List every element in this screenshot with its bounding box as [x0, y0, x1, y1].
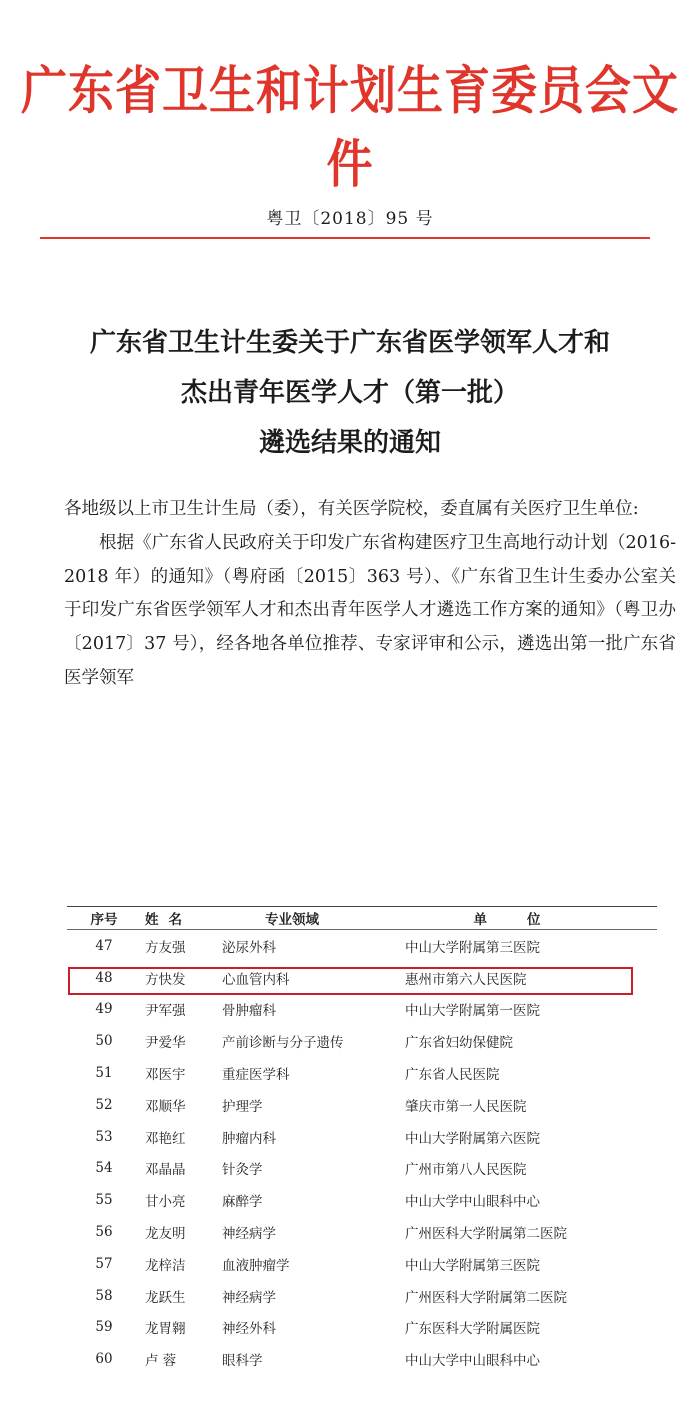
cell-field: 针灸学	[222, 1162, 263, 1179]
cell-seq: 49	[95, 1001, 113, 1018]
cell-name: 邓医宇	[145, 1067, 186, 1084]
cell-seq: 58	[95, 1287, 113, 1304]
cell-unit: 广东省人民医院	[405, 1067, 500, 1084]
table-row	[67, 1153, 657, 1185]
cell-unit: 中山大学附属第六医院	[405, 1130, 540, 1147]
cell-seq: 59	[95, 1319, 113, 1336]
cell-seq: 51	[95, 1065, 113, 1082]
cell-field: 护理学	[222, 1098, 263, 1115]
cell-field: 肿瘤内科	[222, 1130, 276, 1147]
cell-field: 麻醉学	[222, 1194, 263, 1211]
cell-name: 龙胃翱	[145, 1321, 186, 1338]
table-row	[67, 994, 657, 1026]
main-paragraph: 根据《广东省人民政府关于印发广东省构建医疗卫生高地行动计划（2016-2018 年）的通知》（粤府函〔2015〕363 号）、《广东省卫生计生委办公室关于印发广东省医学领军人才和杰出青年医学人才遴选工作方案的通知》（粤卫办〔2017〕37 号），经各地各单位推荐、专家评审和公示，遴选出第一批广东省医学领军	[64, 532, 676, 688]
notice-title-line-1: 广东省卫生计生委关于广东省医学领军人才和	[89, 328, 610, 358]
cell-seq: 56	[95, 1224, 113, 1241]
notice-body	[64, 493, 676, 696]
cell-unit: 中山大学附属第三医院	[405, 1257, 540, 1274]
cell-unit: 广州市第八人民医院	[405, 1162, 527, 1179]
cell-seq: 48	[95, 969, 113, 986]
cell-field: 骨肿瘤科	[222, 1003, 276, 1020]
table-row	[67, 1312, 657, 1344]
cell-name: 方快发	[145, 971, 186, 988]
addressee-paragraph: 各地级以上市卫生计生局（委），有关医学院校，委直属有关医疗卫生单位:	[64, 499, 639, 519]
cell-seq: 53	[95, 1128, 113, 1145]
cell-seq: 52	[95, 1096, 113, 1113]
cell-field: 重症医学科	[222, 1067, 290, 1084]
table-row	[67, 1184, 657, 1216]
cell-name: 邓晶晶	[145, 1162, 186, 1179]
cell-field: 神经病学	[222, 1289, 276, 1306]
cell-name: 尹军强	[145, 1003, 186, 1020]
issuer-header-title: 广东省卫生和计划生育委员会文件	[21, 60, 679, 195]
cell-unit: 中山大学中山眼科中心	[405, 1353, 540, 1370]
cell-unit: 广东医科大学附属医院	[405, 1321, 540, 1338]
notice-title	[0, 318, 700, 468]
cell-name: 尹爱华	[145, 1035, 186, 1052]
header-name: 姓名	[145, 912, 192, 928]
cell-name: 邓艳红	[145, 1130, 186, 1147]
cell-name: 龙梓洁	[145, 1257, 186, 1274]
table-row	[67, 930, 657, 962]
cell-unit: 中山大学中山眼科中心	[405, 1194, 540, 1211]
cell-unit: 肇庆市第一人民医院	[405, 1098, 527, 1115]
cell-seq: 50	[95, 1033, 113, 1050]
cell-field: 泌尿外科	[222, 939, 276, 956]
header-field: 专业领域	[265, 912, 319, 928]
header-unit: 单位	[473, 912, 581, 928]
document-number: 粤卫〔2018〕95 号	[266, 209, 434, 229]
header-seq: 序号	[90, 912, 118, 928]
highlight-box	[68, 967, 633, 995]
cell-name: 方友强	[145, 939, 186, 956]
cell-seq: 60	[95, 1351, 113, 1368]
table-body	[67, 930, 657, 1375]
cell-seq: 55	[95, 1192, 113, 1209]
table-header-row	[67, 906, 657, 930]
red-divider-line	[40, 237, 650, 239]
cell-unit: 广州医科大学附属第二医院	[405, 1289, 567, 1306]
table-row	[67, 1248, 657, 1280]
cell-seq: 54	[95, 1160, 113, 1177]
cell-field: 神经外科	[222, 1321, 276, 1338]
cell-unit: 广州医科大学附属第二医院	[405, 1226, 567, 1243]
table-row	[67, 1089, 657, 1121]
table-row	[67, 1280, 657, 1312]
table-row	[67, 1121, 657, 1153]
cell-unit: 中山大学附属第一医院	[405, 1003, 540, 1020]
cell-name: 邓顺华	[145, 1098, 186, 1115]
table-row	[67, 1057, 657, 1089]
cell-field: 眼科学	[222, 1353, 263, 1370]
cell-field: 心血管内科	[222, 971, 290, 988]
cell-name: 卢 蓉	[145, 1353, 177, 1370]
cell-seq: 47	[95, 937, 113, 954]
table-row	[67, 1025, 657, 1057]
cell-field: 神经病学	[222, 1226, 276, 1243]
notice-title-line-3: 遴选结果的通知	[258, 428, 441, 458]
table-row	[67, 1216, 657, 1248]
notice-title-line-2: 杰出青年医学人才（第一批）	[180, 378, 519, 408]
cell-unit: 广东省妇幼保健院	[405, 1035, 513, 1052]
cell-unit: 中山大学附属第三医院	[405, 939, 540, 956]
cell-seq: 57	[95, 1255, 113, 1272]
cell-name: 龙友明	[145, 1226, 186, 1243]
cell-unit: 惠州市第六人民医院	[405, 971, 527, 988]
cell-field: 血液肿瘤学	[222, 1257, 290, 1274]
cell-field: 产前诊断与分子遗传	[222, 1035, 344, 1052]
table-row	[67, 1343, 657, 1375]
cell-name: 龙跃生	[145, 1289, 186, 1306]
cell-name: 甘小亮	[145, 1194, 186, 1211]
